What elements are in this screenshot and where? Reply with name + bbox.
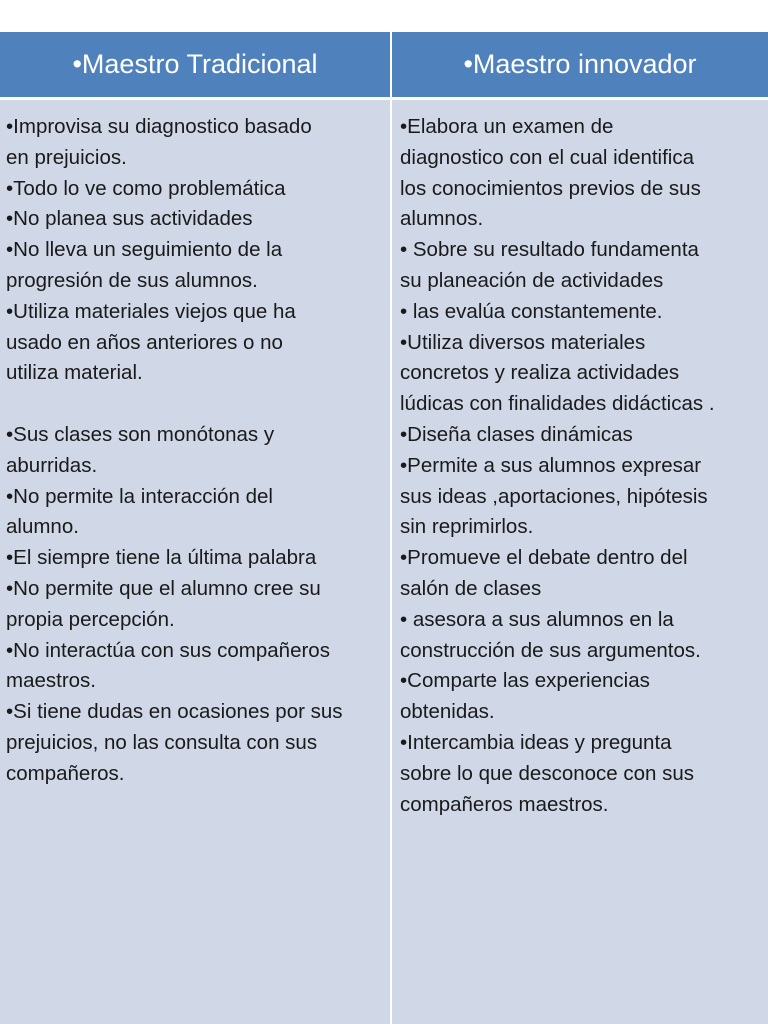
innovative-line: •Diseña clases dinámicas — [400, 422, 633, 446]
header-traditional-title: •Maestro Tradicional — [72, 49, 318, 79]
innovative-line: alumnos. — [400, 207, 484, 231]
innovative-line: compañeros maestros. — [400, 792, 609, 816]
innovative-line: lúdicas con finalidades didácticas . — [400, 392, 715, 416]
innovative-line: •Utiliza diversos materiales — [400, 330, 646, 354]
innovative-line: •Permite a sus alumnos expresar — [400, 453, 702, 477]
traditional-line: prejuicios, no las consulta con sus — [6, 730, 318, 754]
traditional-line: progresión de sus alumnos. — [6, 268, 258, 292]
traditional-line: compañeros. — [6, 761, 125, 785]
traditional-line: aburridas. — [6, 453, 98, 477]
traditional-line: •Improvisa su diagnostico basado — [6, 115, 312, 138]
traditional-line: •No lleva un seguimiento de la — [6, 238, 283, 262]
header-innovative-title: •Maestro innovador — [463, 49, 697, 79]
traditional-line: alumno. — [6, 515, 79, 539]
traditional-line: •Todo lo ve como problemática — [6, 176, 286, 200]
traditional-line: •Utiliza materiales viejos que ha — [6, 299, 296, 323]
innovative-line: los conocimientos previos de sus — [400, 176, 701, 200]
traditional-line-blank — [6, 389, 384, 420]
innovative-line: •Promueve el debate dentro del — [400, 546, 688, 570]
innovative-line: •Intercambia ideas y pregunta — [400, 730, 672, 754]
innovative-line: • Sobre su resultado fundamenta — [400, 238, 699, 262]
traditional-line: maestros. — [6, 669, 96, 693]
innovative-line: su planeación de actividades — [400, 268, 664, 292]
innovative-line: •Elabora un examen de — [400, 115, 614, 138]
comparison-table — [0, 30, 768, 1024]
header-innovative-teacher — [392, 30, 768, 100]
traditional-line: propia percepción. — [6, 607, 175, 631]
innovative-line: diagnostico con el cual identifica — [400, 145, 695, 169]
innovative-line: salón de clases — [400, 576, 542, 600]
innovative-line: construcción de sus argumentos. — [400, 638, 701, 662]
traditional-line: •No interactúa con sus compañeros — [6, 638, 330, 662]
innovative-teacher-cell — [392, 100, 768, 1024]
innovative-line: sin reprimirlos. — [400, 515, 534, 539]
traditional-line: •No permite que el alumno cree su — [6, 576, 321, 600]
traditional-line: •Si tiene dudas en ocasiones por sus — [6, 700, 343, 724]
traditional-line: •El siempre tiene la última palabra — [6, 546, 317, 570]
innovative-line: sus ideas ,aportaciones, hipótesis — [400, 484, 708, 508]
innovative-line: obtenidas. — [400, 700, 495, 724]
traditional-line: •Sus clases son monótonas y — [6, 422, 275, 446]
traditional-line: •No permite la interacción del — [6, 484, 273, 508]
innovative-line: • las evalúa constantemente. — [400, 299, 663, 323]
traditional-line: usado en años anteriores o no — [6, 330, 283, 354]
innovative-line: sobre lo que desconoce con sus — [400, 761, 695, 785]
innovative-line: concretos y realiza actividades — [400, 361, 680, 385]
innovative-line: • asesora a sus alumnos en la — [400, 607, 674, 631]
traditional-line: •No planea sus actividades — [6, 207, 253, 231]
traditional-line: en prejuicios. — [6, 145, 127, 169]
header-traditional-teacher — [0, 30, 392, 100]
innovative-line: •Comparte las experiencias — [400, 669, 650, 693]
traditional-line: utiliza material. — [6, 361, 143, 385]
traditional-teacher-cell — [0, 100, 392, 1024]
